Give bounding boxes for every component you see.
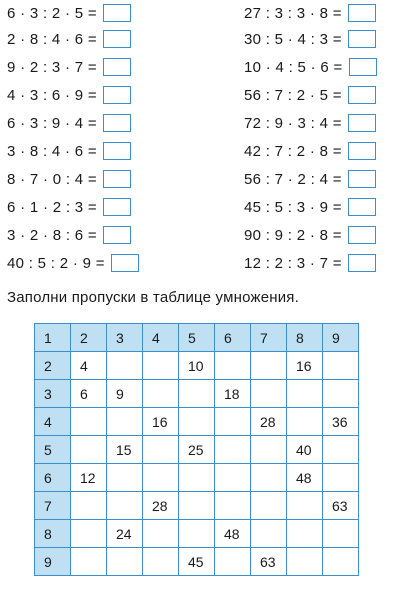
table-cell[interactable] [215,464,251,492]
expression-left [7,166,131,192]
table-cell: 4 [71,352,107,380]
table-cell[interactable] [323,352,359,380]
expression-text: 12 : 2 : 3 · 7 = [244,254,342,272]
expression-row [0,222,405,248]
expression-right [244,82,376,108]
table-cell[interactable] [215,492,251,520]
table-cell[interactable] [107,408,143,436]
expression-right [244,54,377,80]
expression-left [7,82,131,108]
table-cell: 63 [251,548,287,576]
header-cell: 2 [71,324,107,352]
table-cell[interactable] [179,380,215,408]
expression-text: 2 · 8 : 4 · 6 = [7,30,97,48]
expression-right [244,194,376,220]
answer-box[interactable] [103,114,131,132]
expression-left [7,194,131,220]
table-cell[interactable] [251,520,287,548]
header-cell: 2 [35,352,71,380]
table-cell[interactable] [251,492,287,520]
header-cell: 8 [287,324,323,352]
expression-left [7,250,139,276]
answer-box[interactable] [348,142,376,160]
table-cell[interactable] [251,436,287,464]
expression-right [244,0,376,26]
answer-box[interactable] [348,170,376,188]
answer-box[interactable] [103,198,131,216]
table-cell[interactable] [215,548,251,576]
expression-text: 10 · 4 : 5 · 6 = [244,58,343,76]
answer-box[interactable] [348,86,376,104]
expression-row [0,54,405,80]
expression-text: 6 · 3 : 9 · 4 = [7,114,97,132]
expression-left [7,138,131,164]
expression-right [244,138,376,164]
expression-right [244,250,376,276]
multiplication-table [34,323,359,576]
table-cell[interactable] [323,380,359,408]
table-cell: 24 [107,520,143,548]
header-cell: 3 [107,324,143,352]
expression-text: 56 : 7 · 2 : 4 = [244,170,342,188]
expression-text: 4 · 3 : 6 · 9 = [7,86,97,104]
table-cell[interactable] [323,436,359,464]
header-cell: 4 [35,408,71,436]
answer-box[interactable] [103,30,131,48]
table-cell: 40 [287,436,323,464]
table-cell[interactable] [107,548,143,576]
expression-row [0,166,405,192]
expression-text: 90 : 9 : 2 · 8 = [244,226,342,244]
expression-left [7,26,131,52]
expression-row [0,110,405,136]
header-cell: 7 [35,492,71,520]
table-cell[interactable] [143,436,179,464]
table-cell[interactable] [215,408,251,436]
table-row [35,324,359,352]
table-cell: 28 [143,492,179,520]
answer-box[interactable] [103,170,131,188]
table-cell: 63 [323,492,359,520]
answer-box[interactable] [103,86,131,104]
table-cell[interactable] [287,408,323,436]
header-cell: 8 [35,520,71,548]
expression-text: 8 · 7 · 0 : 4 = [7,170,97,188]
expressions-block [0,0,405,280]
expression-row [0,194,405,220]
table-cell: 48 [287,464,323,492]
table-cell[interactable] [215,436,251,464]
header-cell: 5 [35,436,71,464]
table-cell: 18 [215,380,251,408]
table-cell[interactable] [143,464,179,492]
table-cell[interactable] [323,548,359,576]
table-cell: 16 [143,408,179,436]
expression-text: 42 : 7 : 2 · 8 = [244,142,342,160]
expression-text: 9 · 2 : 3 · 7 = [7,58,97,76]
expression-text: 3 · 8 : 4 · 6 = [7,142,97,160]
expression-text: 27 : 3 : 3 · 8 = [244,4,342,22]
header-cell: 3 [35,380,71,408]
table-cell: 48 [215,520,251,548]
table-cell[interactable] [251,380,287,408]
expression-right [244,26,376,52]
expression-text: 72 : 9 · 3 : 4 = [244,114,342,132]
table-cell[interactable] [71,408,107,436]
answer-box[interactable] [348,4,376,22]
header-cell: 9 [323,324,359,352]
table-cell: 45 [179,548,215,576]
table-cell[interactable] [251,464,287,492]
answer-box[interactable] [103,4,131,22]
answer-box[interactable] [103,142,131,160]
expression-left [7,0,131,26]
table-cell: 36 [323,408,359,436]
expression-left [7,222,131,248]
table-cell: 12 [71,464,107,492]
table-row [35,352,359,380]
table-cell[interactable] [143,352,179,380]
table-cell: 16 [287,352,323,380]
table-cell[interactable] [107,492,143,520]
header-cell: 1 [35,324,71,352]
expression-left [7,54,131,80]
table-cell[interactable] [215,352,251,380]
expression-right [244,110,376,136]
expression-text: 6 · 1 · 2 : 3 = [7,198,97,216]
table-cell: 25 [179,436,215,464]
answer-box[interactable] [348,226,376,244]
table-cell: 28 [251,408,287,436]
expression-row [0,82,405,108]
table-cell[interactable] [143,548,179,576]
header-cell: 9 [35,548,71,576]
table-cell[interactable] [71,436,107,464]
table-row [35,520,359,548]
table-cell[interactable] [179,464,215,492]
table-row [35,380,359,408]
table-cell[interactable] [287,492,323,520]
answer-box[interactable] [348,114,376,132]
table-cell[interactable] [71,548,107,576]
answer-box[interactable] [348,198,376,216]
expression-row [0,250,405,276]
table-cell[interactable] [179,408,215,436]
header-cell: 6 [35,464,71,492]
answer-box[interactable] [348,254,376,272]
expression-text: 30 : 5 · 4 : 3 = [244,30,342,48]
table-cell[interactable] [71,520,107,548]
table-cell: 6 [71,380,107,408]
table-cell[interactable] [179,520,215,548]
answer-box[interactable] [103,58,131,76]
expression-right [244,166,376,192]
expression-text: 3 · 2 · 8 : 6 = [7,226,97,244]
expression-text: 6 · 3 : 2 · 5 = [7,4,97,22]
task-text: Заполни пропуски в таблице умножения. [7,289,299,306]
expression-text: 45 : 5 : 3 · 9 = [244,198,342,216]
table-cell[interactable] [323,520,359,548]
table-row [35,408,359,436]
header-cell: 7 [251,324,287,352]
table-cell[interactable] [287,548,323,576]
expression-left [7,110,131,136]
table-cell: 9 [107,380,143,408]
answer-box[interactable] [103,226,131,244]
table-cell[interactable] [107,352,143,380]
header-cell: 5 [179,324,215,352]
table-cell[interactable] [143,380,179,408]
table-cell[interactable] [143,520,179,548]
expression-right [244,222,376,248]
table-cell[interactable] [71,492,107,520]
answer-box[interactable] [111,254,139,272]
expression-row [0,138,405,164]
table-cell[interactable] [323,464,359,492]
expression-row [0,0,405,26]
table-row [35,492,359,520]
table-cell[interactable] [179,492,215,520]
answer-box[interactable] [348,30,376,48]
expression-text: 56 : 7 : 2 · 5 = [244,86,342,104]
table-cell: 10 [179,352,215,380]
expression-row [0,26,405,52]
table-cell[interactable] [287,380,323,408]
table-row [35,548,359,576]
table-cell[interactable] [251,352,287,380]
answer-box[interactable] [349,58,377,76]
table-cell: 15 [107,436,143,464]
expression-text: 40 : 5 : 2 · 9 = [7,254,105,272]
table-cell[interactable] [107,464,143,492]
header-cell: 4 [143,324,179,352]
table-row [35,464,359,492]
table-cell[interactable] [287,520,323,548]
table-row [35,436,359,464]
header-cell: 6 [215,324,251,352]
